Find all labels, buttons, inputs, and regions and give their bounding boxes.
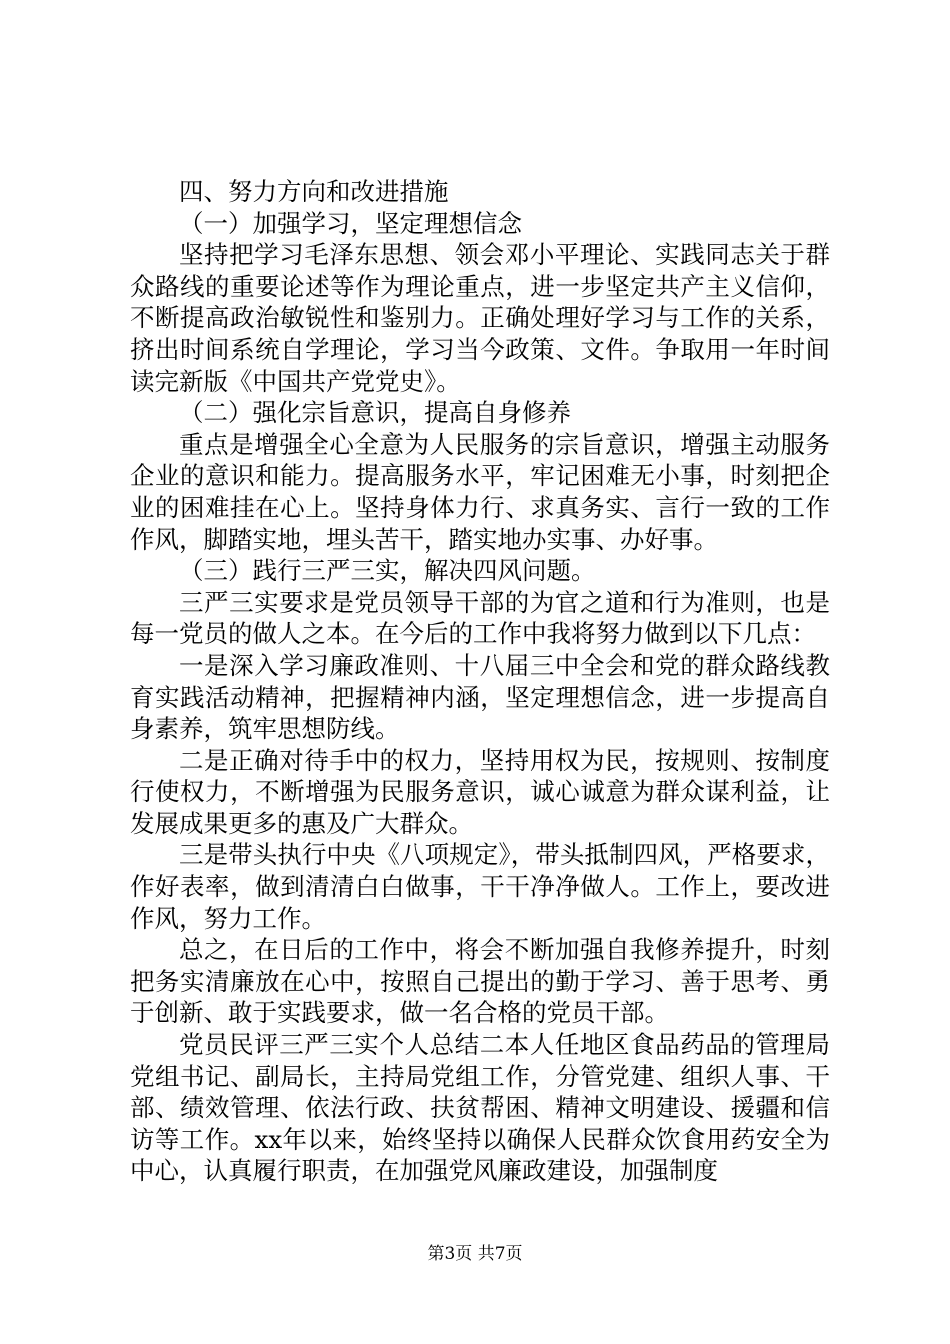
paragraph-service: 重点是增强全心全意为人民服务的宗旨意识，增强主动服务企业的意识和能力。提高服务水平，牢记困难无小事，时刻把企业的困难挂在心上。坚持身体力行、求真务实、言行一致的工作作风，脚踏实地，埋头苦干，踏实地办实事、办好事。 xyxy=(130,429,830,554)
section-heading: 四、努力方向和改进措施 xyxy=(179,177,449,206)
paragraph-point-three: 三是带头执行中央《八项规定》，带头抵制四风，严格要求，作好表率，做到清清白白做事，干干净净做人。工作上，要改进作风，努力工作。 xyxy=(130,840,830,933)
paragraph-three-strict: 三严三实要求是党员领导干部的为官之道和行为准则，也是每一党员的做人之本。在今后的工作中我将努力做到以下几点： xyxy=(130,587,830,649)
subsection-heading-2: （二）强化宗旨意识，提高自身修养 xyxy=(179,398,571,428)
subsection-heading-3: （三）践行三严三实，解决四风问题。 xyxy=(179,556,596,586)
paragraph-point-two: 二是正确对待手中的权力，坚持用权为民，按规则、按制度行使权力，不断增强为民服务意识，诚心诚意为群众谋利益，让发展成果更多的惠及广大群众。 xyxy=(130,745,830,838)
page-number-footer: 第3页 共7页 xyxy=(427,1244,523,1264)
paragraph-conclusion: 总之，在日后的工作中，将会不断加强自我修养提升，时刻把务实清廉放在心中，按照自己提出的勤于学习、善于思考、勇于创新、敢于实践要求，做一名合格的党员干部。 xyxy=(130,935,830,1028)
paragraph-point-one: 一是深入学习廉政准则、十八届三中全会和党的群众路线教育实践活动精神，把握精神内涵，坚定理想信念，进一步提高自身素养，筑牢思想防线。 xyxy=(130,650,830,744)
paragraph-summary-two: 党员民评三严三实个人总结二本人任地区食品药品的管理局党组书记、副局长，主持局党组工作，分管党建、组织人事、干部、绩效管理、依法行政、扶贫帮困、精神文明建设、援疆和信访等工作。xx年以来，始终坚持以确保人民群众饮食用药安全为中心，认真履行职责，在加强党风廉政建设，加强制度 xyxy=(130,1030,830,1186)
document-body xyxy=(130,176,830,1187)
paragraph-study: 坚持把学习毛泽东思想、领会邓小平理论、实践同志关于群众路线的重要论述等作为理论重点，进一步坚定共产主义信仰，不断提高政治敏锐性和鉴别力。正确处理好学习与工作的关系，挤出时间系统自学理论，学习当今政策、文件。争取用一年时间读完新版《中国共产党党史》。 xyxy=(130,240,830,396)
subsection-heading-1: （一）加强学习，坚定理想信念 xyxy=(179,208,522,238)
